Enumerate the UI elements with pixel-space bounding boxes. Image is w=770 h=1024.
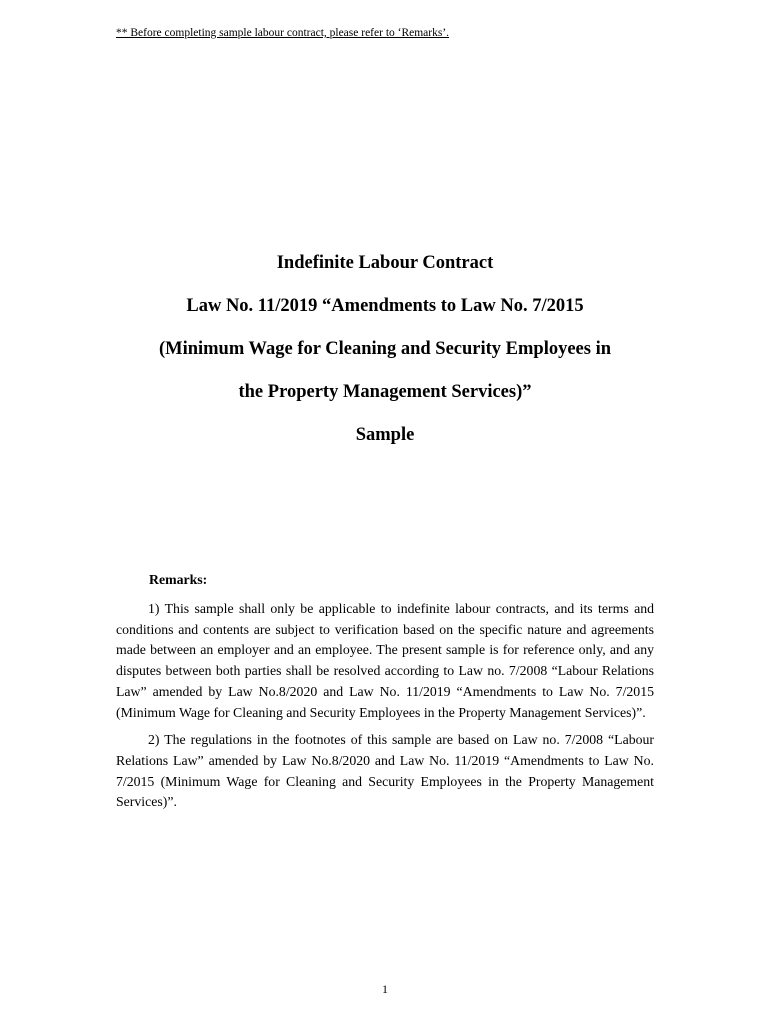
- remarks-section: [116, 571, 654, 820]
- sample-label: Sample: [355, 425, 415, 445]
- law-title-line-1: Law No. 11/2019 “Amendments to Law No. 7/2015: [186, 296, 584, 316]
- document-title: Indefinite Labour Contract: [276, 253, 494, 273]
- remarks-heading: Remarks:: [149, 572, 208, 587]
- law-title-line-2: (Minimum Wage for Cleaning and Security Employees in: [158, 339, 612, 359]
- page-number: 1: [382, 982, 388, 996]
- remark-item-1: 1) This sample shall only be applicable to indefinite labour contracts, and its terms and conditions and contents are subject to verification based on the specific nature and agreements made between an employer and an employee. The present sample is for reference only, and any disputes between both parties shall be resolved according to Law no. 7/2008 “Labour Relations Law” amended by Law No.8/2020 and Law No. 11/2019 “Amendments to Law No. 7/2015 (Minimum Wage for Cleaning and Security Employees in the Property Management Services)”.: [116, 601, 654, 720]
- header-note: ** Before completing sample labour contract, please refer to ‘Remarks’.: [116, 27, 450, 39]
- title-block: [0, 252, 770, 467]
- law-title-line-3: the Property Management Services)”: [238, 382, 532, 402]
- remark-item-2: 2) The regulations in the footnotes of this sample are based on Law no. 7/2008 “Labour Relations Law” amended by Law No.8/2020 and Law No. 11/2019 “Amendments to Law No. 7/2015 (Minimum Wage for Cleaning and Security Employees in the Property Management Services)”.: [116, 732, 654, 810]
